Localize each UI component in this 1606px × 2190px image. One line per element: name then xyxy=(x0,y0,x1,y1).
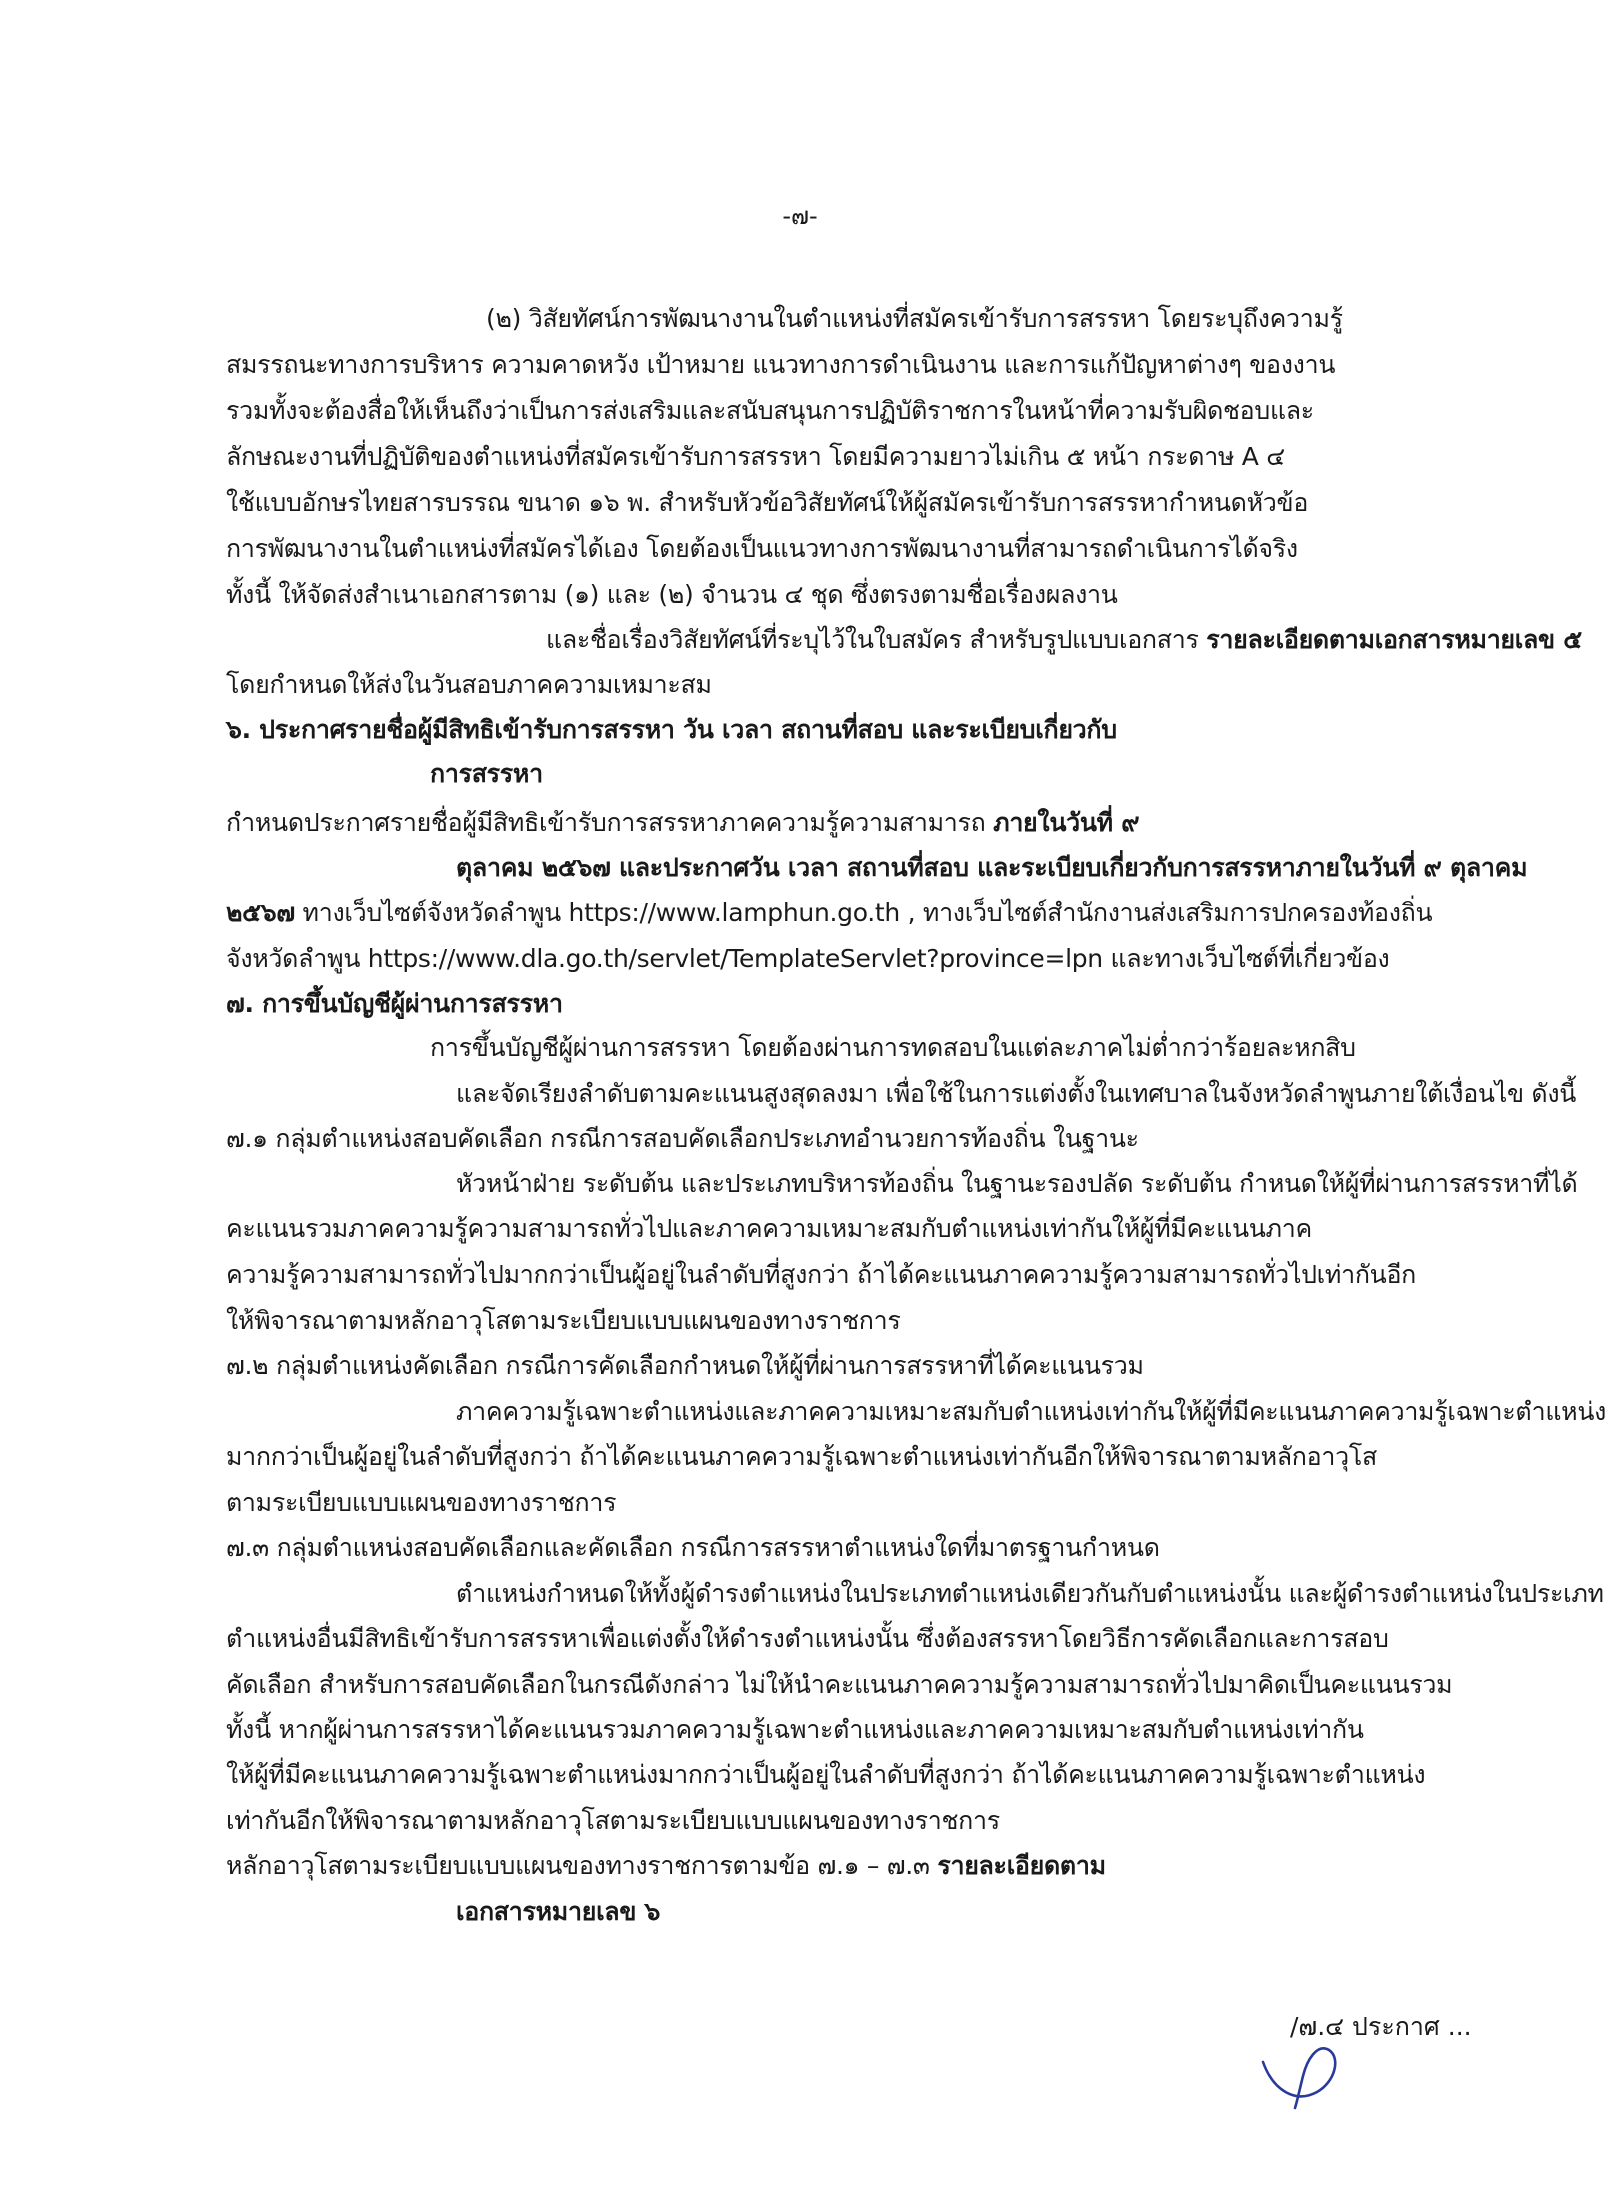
bold-text: ๗. การขึ้นบัญชีผู้ผ่านการสรรหา xyxy=(226,989,563,1018)
line-text: ๗.๑ กลุ่มตำแหน่งสอบคัดเลือก กรณีการสอบคัดเลือกประเภทอำนวยการท้องถิ่น ในฐานะ xyxy=(226,1124,1139,1153)
line-text: การขึ้นบัญชีผู้ผ่านการสรรหา โดยต้องผ่านการทดสอบในแต่ละภาคไม่ต่ำกว่าร้อยละหกสิบ xyxy=(430,1033,1356,1062)
line-text: หลักอาวุโสตามระเบียบแบบแผนของทางราชการตามข้อ ๗.๑ – ๗.๓ xyxy=(226,1851,938,1880)
continuation-note: /๗.๔ ประกาศ ... xyxy=(1290,2012,1472,2041)
text-line xyxy=(226,1662,1453,1707)
text-line xyxy=(226,662,1440,707)
line-text: (๒) วิสัยทัศน์การพัฒนางานในตำแหน่งที่สมัครเข้ารับการสรรหา โดยระบุถึงความรู้ xyxy=(486,304,1343,333)
line-text: ทั้งนี้ ให้จัดส่งสำเนาเอกสารตาม (๑) และ (๒) จำนวน ๔ ชุด ซึ่งตรงตามชื่อเรื่องผลงาน xyxy=(226,580,1118,609)
line-text: รวมทั้งจะต้องสื่อให้เห็นถึงว่าเป็นการส่งเสริมและสนับสนุนการปฏิบัติราชการในหน้าที่ความรับผิดชอบและ xyxy=(226,396,1314,425)
bold-text: ตุลาคม ๒๕๖๗ และประกาศวัน เวลา สถานที่สอบ และระเบียบเกี่ยวกับการสรรหาภายในวันที่ ๙ ตุลาคม xyxy=(456,853,1528,882)
text-line xyxy=(486,296,1440,341)
bold-text: รายละเอียดตาม xyxy=(937,1851,1106,1880)
line-text: คัดเลือก สำหรับการสอบคัดเลือกในกรณีดังกล่าว ไม่ให้นำคะแนนภาคความรู้ความสามารถทั่วไปมาคิดเป็นคะแนนรวม xyxy=(226,1670,1453,1699)
text-line xyxy=(456,1161,1578,1206)
line-text: ใช้แบบอักษรไทยสารบรรณ ขนาด ๑๖ พ. สำหรับหัวข้อวิสัยทัศน์ให้ผู้สมัครเข้ารับการสรรหากำหนดหัวข้อ xyxy=(226,488,1309,517)
line-text: ๗.๒ กลุ่มตำแหน่งคัดเลือก กรณีการคัดเลือกกำหนดให้ผู้ที่ผ่านการสรรหาที่ได้คะแนนรวม xyxy=(226,1351,1144,1380)
text-line xyxy=(456,1571,1604,1616)
bold-text: การสรรหา xyxy=(430,759,543,788)
text-line xyxy=(226,1298,1440,1343)
text-line xyxy=(546,617,1582,662)
text-line xyxy=(226,1798,1440,1843)
text-line xyxy=(226,1752,1440,1797)
line-text: ให้พิจารณาตามหลักอาวุโสตามระเบียบแบบแผนของทางราชการ xyxy=(226,1306,901,1335)
text-line xyxy=(226,388,1440,433)
text-line xyxy=(226,936,1440,981)
text-line xyxy=(456,1389,1606,1434)
bold-text: ๒๕๖๗ xyxy=(226,898,295,927)
line-text: จังหวัดลำพูน https://www.dla.go.th/servlet/TemplateServlet?province=lpn และทางเว็บไซต์ที่เกี่ยวข้อง xyxy=(226,944,1390,973)
line-text: สมรรถนะทางการบริหาร ความคาดหวัง เป้าหมาย แนวทางการดำเนินงาน และการแก้ปัญหาต่างๆ ของงาน xyxy=(226,350,1336,379)
line-text: โดยกำหนดให้ส่งในวันสอบภาคความเหมาะสม xyxy=(226,670,712,699)
text-line xyxy=(226,1525,1440,1570)
text-line xyxy=(226,1343,1440,1388)
signature-initial xyxy=(1255,2040,1365,2110)
text-line xyxy=(456,1889,1440,1934)
text-line xyxy=(226,707,1440,752)
bold-text: ภายในวันที่ ๙ xyxy=(993,808,1140,837)
line-text: ตำแหน่งอื่นมีสิทธิเข้ารับการสรรหาเพื่อแต่งตั้งให้ดำรงตำแหน่งนั้น ซึ่งต้องสรรหาโดยวิธีการคัดเลือกและการสอบ xyxy=(226,1624,1389,1653)
text-line xyxy=(456,1071,1577,1116)
line-text: ทางเว็บไซต์จังหวัดลำพูน https://www.lamphun.go.th , ทางเว็บไซต์สำนักงานส่งเสริมการปกครองท้องถิ่น xyxy=(294,898,1433,927)
text-line xyxy=(226,1206,1440,1251)
bold-text: เอกสารหมายเลข ๖ xyxy=(456,1897,661,1926)
text-line xyxy=(226,1843,1440,1888)
line-text: คะแนนรวมภาคความรู้ความสามารถทั่วไปและภาคความเหมาะสมกับตำแหน่งเท่ากันให้ผู้ที่มีคะแนนภาค xyxy=(226,1214,1312,1243)
text-line xyxy=(226,1252,1440,1297)
text-line xyxy=(226,572,1440,617)
line-text: ตามระเบียบแบบแผนของทางราชการ xyxy=(226,1488,617,1517)
line-text: และจัดเรียงลำดับตามคะแนนสูงสุดลงมา เพื่อใช้ในการแต่งตั้งในเทศบาลในจังหวัดลำพูนภายใต้เงื่อนไข ดังนี้ xyxy=(456,1079,1577,1108)
text-line xyxy=(226,434,1440,479)
text-line xyxy=(226,800,1440,845)
line-text: และชื่อเรื่องวิสัยทัศน์ที่ระบุไว้ในใบสมัคร สำหรับรูปแบบเอกสาร xyxy=(546,625,1207,654)
bold-text: ๖. ประกาศรายชื่อผู้มีสิทธิเข้ารับการสรรหา วัน เวลา สถานที่สอบ และระเบียบเกี่ยวกับ xyxy=(226,715,1117,744)
line-text: การพัฒนางานในตำแหน่งที่สมัครได้เอง โดยต้องเป็นแนวทางการพัฒนางานที่สามารถดำเนินการได้จริง xyxy=(226,534,1298,563)
text-line xyxy=(226,1707,1440,1752)
text-line xyxy=(226,1616,1440,1661)
text-line xyxy=(226,480,1440,525)
text-line xyxy=(226,342,1440,387)
page-number: -๗- xyxy=(782,202,818,230)
text-line xyxy=(226,890,1440,935)
line-text: กำหนดประกาศรายชื่อผู้มีสิทธิเข้ารับการสรรหาภาคความรู้ความสามารถ xyxy=(226,808,994,837)
line-text: ๗.๓ กลุ่มตำแหน่งสอบคัดเลือกและคัดเลือก กรณีการสรรหาตำแหน่งใดที่มาตรฐานกำหนด xyxy=(226,1533,1160,1562)
line-text: ตำแหน่งกำหนดให้ทั้งผู้ดำรงตำแหน่งในประเภทตำแหน่งเดียวกันกับตำแหน่งนั้น และผู้ดำรงตำแหน่งในประเภท xyxy=(456,1579,1604,1608)
bold-text: รายละเอียดตามเอกสารหมายเลข ๕ xyxy=(1206,625,1582,654)
line-text: ทั้งนี้ หากผู้ผ่านการสรรหาได้คะแนนรวมภาคความรู้เฉพาะตำแหน่งและภาคความเหมาะสมกับตำแหน่งเท่ากัน xyxy=(226,1715,1364,1744)
line-text: ความรู้ความสามารถทั่วไปมากกว่าเป็นผู้อยู่ในลำดับที่สูงกว่า ถ้าได้คะแนนภาคความรู้ความสามารถทั่วไปเท่ากันอีก xyxy=(226,1260,1417,1289)
line-text: หัวหน้าฝ่าย ระดับต้น และประเภทบริหารท้องถิ่น ในฐานะรองปลัด ระดับต้น กำหนดให้ผู้ที่ผ่านการสรรหาที่ได้ xyxy=(456,1169,1578,1198)
text-line xyxy=(226,1116,1440,1161)
line-text: มากกว่าเป็นผู้อยู่ในลำดับที่สูงกว่า ถ้าได้คะแนนภาคความรู้เฉพาะตำแหน่งเท่ากันอีกให้พิจารณาตามหลักอาวุโส xyxy=(226,1442,1377,1471)
text-line xyxy=(226,1480,1440,1525)
line-text: ให้ผู้ที่มีคะแนนภาคความรู้เฉพาะตำแหน่งมากกว่าเป็นผู้อยู่ในลำดับที่สูงกว่า ถ้าได้คะแนนภาคความรู้เฉพาะตำแหน่ง xyxy=(226,1760,1426,1789)
text-line xyxy=(456,845,1528,890)
line-text: ลักษณะงานที่ปฏิบัติของตำแหน่งที่สมัครเข้ารับการสรรหา โดยมีความยาวไม่เกิน ๕ หน้า กระดาษ A ๔ xyxy=(226,442,1285,471)
text-line xyxy=(226,981,1440,1026)
line-text: เท่ากันอีกให้พิจารณาตามหลักอาวุโสตามระเบียบแบบแผนของทางราชการ xyxy=(226,1806,1000,1835)
line-text: ภาคความรู้เฉพาะตำแหน่งและภาคความเหมาะสมกับตำแหน่งเท่ากันให้ผู้ที่มีคะแนนภาคความรู้เฉพาะตำแหน่ง xyxy=(456,1397,1606,1426)
text-line xyxy=(226,526,1440,571)
text-line xyxy=(430,1025,1440,1070)
text-line xyxy=(430,751,1440,796)
text-line xyxy=(226,1434,1440,1479)
